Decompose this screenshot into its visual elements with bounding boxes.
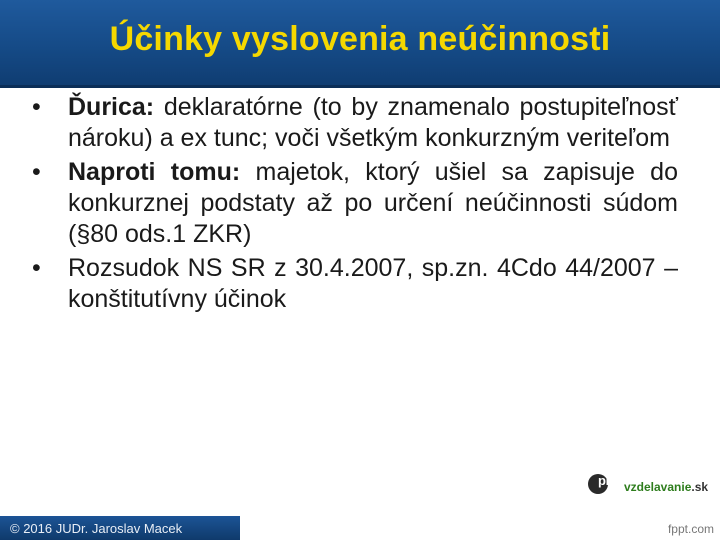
bullet-item-durica: [30, 92, 678, 154]
logo-site-name: vzdelavanie: [624, 480, 692, 494]
title-rule: [0, 85, 720, 88]
bullet-list: [30, 92, 678, 315]
bullet-dot: •: [32, 93, 41, 121]
footer-left-panel: [0, 516, 240, 540]
bullet-item-naproti: [30, 157, 678, 250]
logo-profi-text: profi: [598, 473, 626, 488]
logo-site-tld: .sk: [691, 480, 709, 494]
watermark-text: fppt.com: [667, 522, 714, 536]
logo-site-text: [624, 480, 708, 494]
footer-bar: [0, 516, 720, 540]
bullet-text: majetok, ktorý ušiel sa zapisuje do konkurznej podstaty až po určení neúčinnosti súdom (§80 ods.1 ZKR): [68, 158, 678, 248]
bullet-item-rozsudok: [30, 253, 678, 315]
bullet-text: deklaratórne (to by znamenalo postupiteľnosť nároku) a ex tunc; voči všetkým konkurzným veriteľom: [68, 93, 678, 152]
bullet-lead: Naproti tomu:: [68, 158, 241, 186]
bullet-dot: •: [32, 254, 41, 282]
bullet-dot: •: [32, 158, 41, 186]
bullet-lead: Ďurica:: [68, 93, 155, 121]
slide-content: [30, 92, 678, 318]
profivzdelavanie-logo: [588, 474, 718, 496]
bullet-text: Rozsudok NS SR z 30.4.2007, sp.zn. 4Cdo 44/2007 – konštitutívny účinok: [68, 254, 678, 313]
slide-title: Účinky vyslovenia neúčinnosti: [109, 20, 611, 58]
copyright-text: © 2016 JUDr. Jaroslav Macek: [10, 521, 183, 536]
